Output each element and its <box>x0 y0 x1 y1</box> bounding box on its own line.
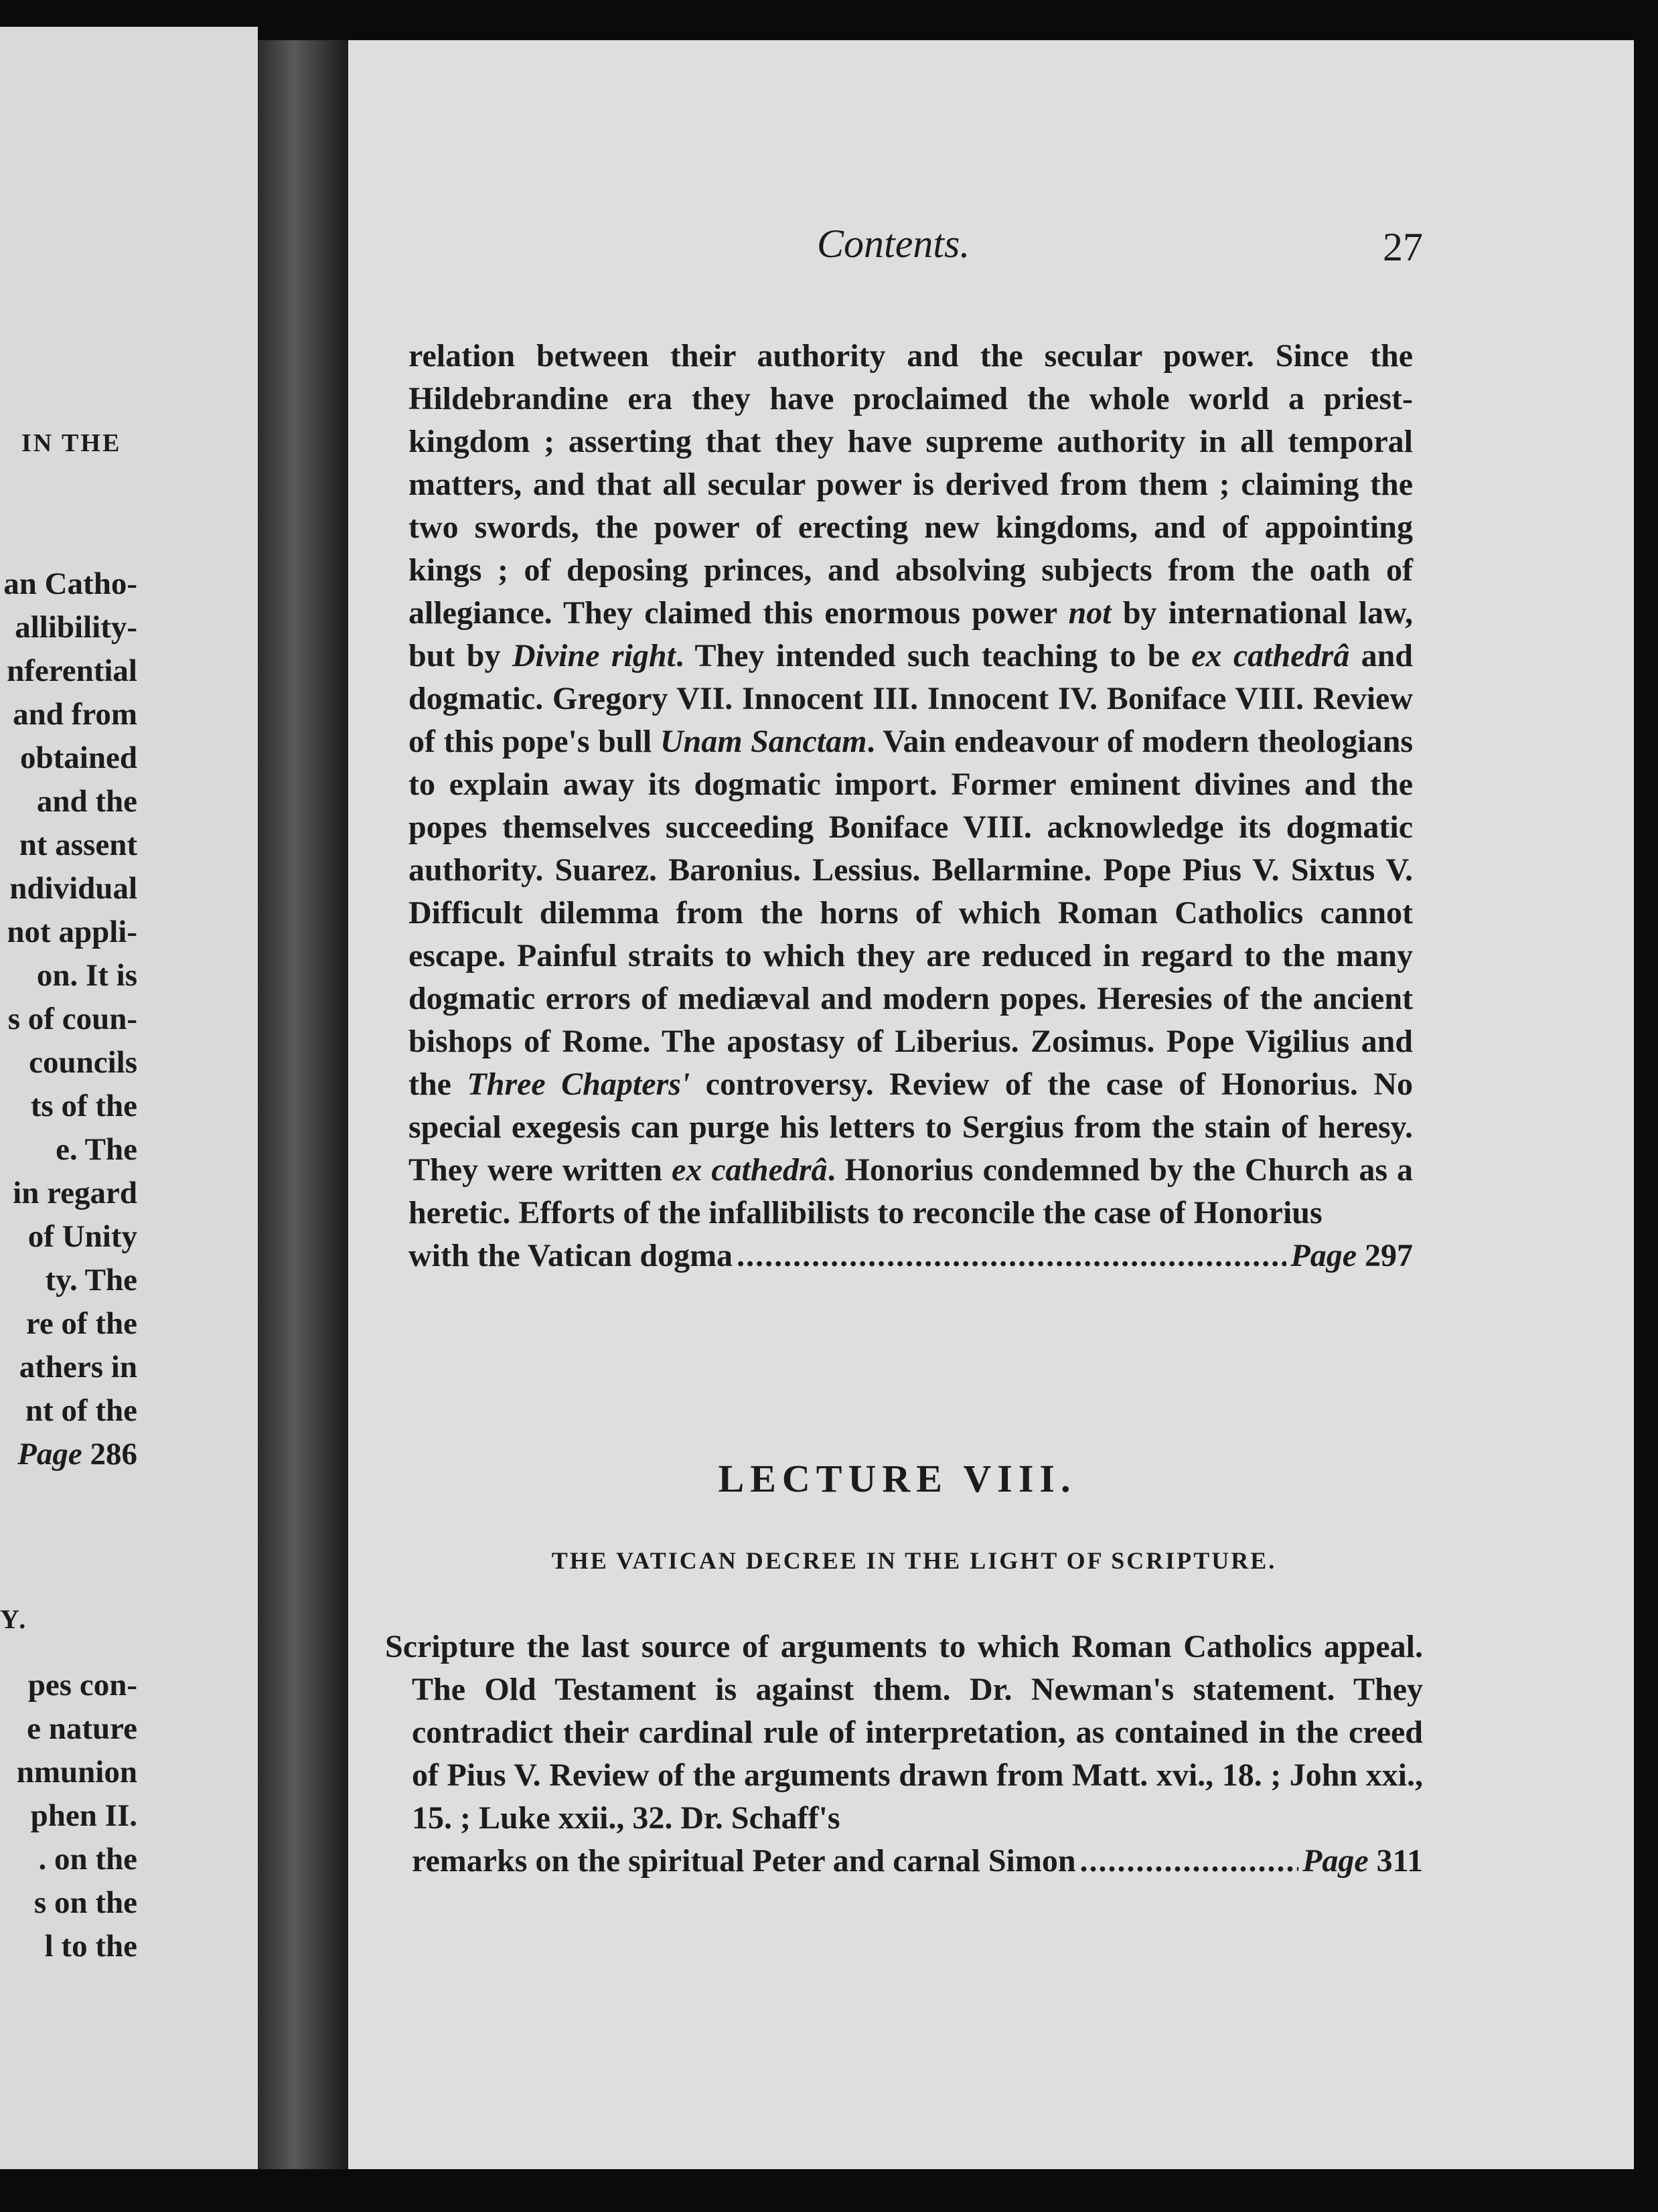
lecture-vii-summary <box>408 335 1413 1277</box>
previous-page-line: not appli- <box>7 915 137 949</box>
text-segment: by international law, but by <box>408 595 1414 674</box>
lecture-vii-summary-text <box>408 338 1413 1231</box>
previous-page-line: nmunion <box>16 1755 137 1790</box>
previous-page-line: allibility- <box>15 610 137 645</box>
dot-leader <box>737 1235 1286 1277</box>
running-title: Contents. <box>817 222 970 266</box>
italic-phrase: ex cathedrâ <box>1191 638 1350 674</box>
lecture-vii-page-line <box>408 1235 1413 1277</box>
lecture-viii-page-line <box>412 1840 1423 1883</box>
previous-page-line: an Catho- <box>3 566 137 601</box>
italic-phrase: Divine right <box>512 638 676 674</box>
previous-page-line: ts of the <box>30 1089 137 1123</box>
italic-phrase: ex cathedrâ <box>671 1152 828 1188</box>
lecture-viii-summary <box>385 1626 1423 1883</box>
italic-phrase: Unam Sanctam <box>660 724 867 759</box>
lecture-vii-last-line: with the Vatican dogma <box>408 1238 733 1273</box>
previous-page-line: athers in <box>19 1350 137 1385</box>
previous-page-line: in regard <box>13 1176 137 1210</box>
previous-page-line: of Unity <box>27 1219 137 1254</box>
lecture-vii-page-ref: Page 297 <box>1290 1238 1413 1273</box>
book-gutter <box>258 40 348 2169</box>
previous-page-line: e. The <box>56 1132 137 1167</box>
lecture-title: LECTURE VIII. <box>718 1457 1077 1500</box>
previous-page-line: and from <box>13 697 137 732</box>
text-segment: controversy. Review of the case of Honorius. No special exegesis can purge his letters to Sergius from the stain of heresy. They were written <box>408 1066 1413 1188</box>
previous-page-lines <box>3 562 137 1476</box>
previous-page-line: s of coun- <box>7 1002 137 1036</box>
previous-page-line: ndividual <box>9 871 137 906</box>
previous-page-line: and the <box>36 784 137 819</box>
previous-page-line: re of the <box>25 1306 137 1341</box>
previous-page-line: nt assent <box>19 827 137 862</box>
contents-page <box>348 40 1634 2169</box>
previous-page-line: obtained <box>20 740 137 775</box>
previous-page-line: l to the <box>44 1929 137 1964</box>
page-number: 27 <box>1383 225 1423 269</box>
previous-page-line: phen II. <box>30 1798 137 1833</box>
text-segment: and dogmatic. Gregory VII. Innocent III. Innocent IV. Boniface VIII. Review of this pope's bull <box>408 638 1413 759</box>
italic-phrase: Three Chapters' <box>467 1066 690 1102</box>
text-segment: relation between their authority and the secular power. Since the Hildebrandine era they have proclaimed the whole world a priest-kingdom ; asserting that they have supreme authority in all temporal matters, and that all secular power is derived from them ; claiming the two swords, the power of erecting new kingdoms, and of appointing kings ; of deposing princes, and absolving subjects from the oath of allegiance. They claimed this enormous power <box>408 338 1413 631</box>
lecture-subtitle: THE VATICAN DECREE IN THE LIGHT OF SCRIPTURE. <box>551 1547 1277 1574</box>
previous-page-line: pes con- <box>27 1668 137 1703</box>
text-segment: . Honorius condemned by the Church as a heretic. Efforts of the infallibilists to reconcile the case of Honorius <box>408 1152 1414 1231</box>
text-segment: . They intended such teaching to be <box>675 638 1192 674</box>
lecture-viii-summary-text: Scripture the last source of arguments to which Roman Catholics appeal. The Old Testament is against them. Dr. Newman's statement. They contradict their cardinal rule of interpretation, as contained in the creed of Pius V. Review of the arguments drawn from Matt. xvi., 18. ; John xxi., 15. ; Luke xxii., 32. Dr. Schaff's <box>385 1629 1423 1836</box>
italic-phrase: not <box>1068 595 1112 631</box>
previous-page-line: e nature <box>27 1711 137 1746</box>
dot-leader <box>1080 1840 1298 1883</box>
previous-page-line: on. It is <box>36 958 137 993</box>
lecture-viii-page-ref: Page 311 <box>1302 1843 1423 1879</box>
previous-page-line: Page 286 <box>17 1437 137 1472</box>
previous-page-lines-2 <box>17 1664 137 1968</box>
lecture-viii-last-line: remarks on the spiritual Peter and carnal Simon <box>412 1843 1076 1879</box>
previous-page-line: nferential <box>7 653 137 688</box>
previous-page-line: . on the <box>38 1842 137 1877</box>
text-segment: . Vain endeavour of modern theologians to explain away its dogmatic import. Former eminent divines and the popes themselves succeeding Boniface VIII. acknowledge its dogmatic authority. Suarez. Baronius. Lessius. Bellarmine. Pope Pius V. Sixtus V. Difficult dilemma from the horns of which Roman Catholics cannot escape. Painful straits to which they are reduced in regard to the many dogmatic errors of mediæval and modern popes. Heresies of the ancient bishops of Rome. The apostasy of Liberius. Zosimus. Pope Vigilius and the <box>408 724 1414 1102</box>
previous-page-fragment <box>0 27 258 2169</box>
previous-page-line: nt of the <box>25 1393 137 1428</box>
previous-page-heading-2: Y. <box>0 1604 28 1634</box>
previous-page-line: s on the <box>33 1885 137 1920</box>
previous-page-heading: IN THE <box>21 429 122 457</box>
previous-page-line: councils <box>29 1045 137 1080</box>
previous-page-line: ty. The <box>45 1263 137 1297</box>
